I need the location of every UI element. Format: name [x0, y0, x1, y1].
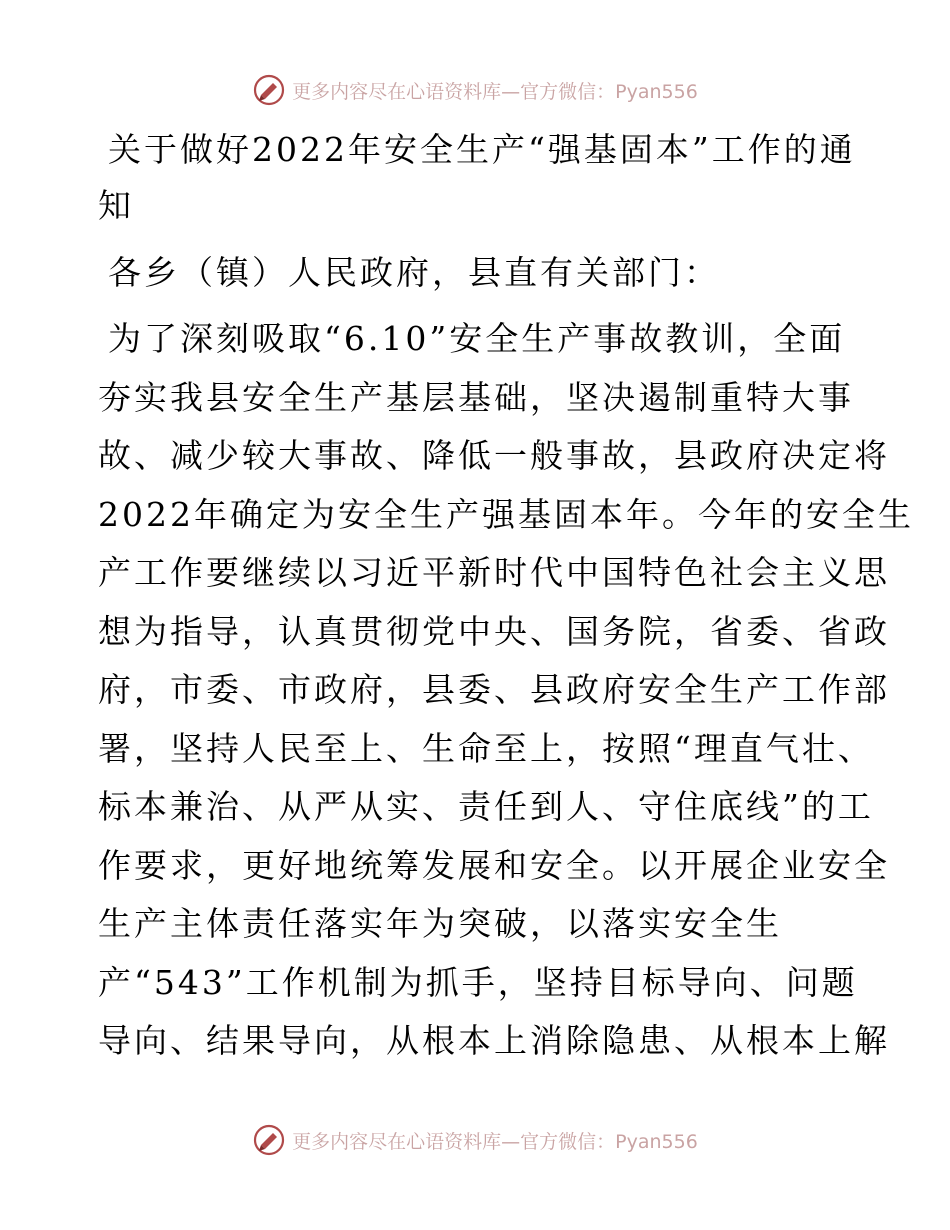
- pen-seal-icon: [252, 1123, 286, 1157]
- title-line: 知: [98, 186, 134, 225]
- watermark-banner-top: [0, 70, 950, 110]
- body-line: 为了深刻吸取“6.10”安全生产事故教训，全面: [108, 319, 846, 358]
- body-line: 导向、结果导向，从根本上消除隐患、从根本上解: [98, 1021, 890, 1060]
- body-line: 生产主体责任落实年为突破，以落实安全生: [98, 904, 782, 943]
- body-line: 作要求，更好地统筹发展和安全。以开展企业安全: [98, 845, 890, 885]
- body-line: 夯实我县安全生产基层基础，坚决遏制重特大事: [98, 377, 854, 417]
- body-line: 产工作要继续以习近平新时代中国特色社会主义思: [98, 553, 890, 592]
- body-line: 署，坚持人民至上、生命至上，按照“理直气壮、: [98, 728, 874, 768]
- watermark-banner-bottom: [0, 1120, 950, 1160]
- body-line: 标本兼治、从严从实、责任到人、守住底线”的工: [98, 787, 874, 826]
- body-line: 产“543”工作机制为抓手，坚持目标导向、问题: [98, 962, 858, 1002]
- salutation: 各乡（镇）人民政府，县直有关部门：: [108, 253, 720, 292]
- body-line: 2022年确定为安全生产强基固本年。今年的安全生: [98, 494, 914, 534]
- document-body: [98, 122, 914, 1071]
- body-line: 府，市委、市政府，县委、县政府安全生产工作部: [98, 670, 890, 709]
- title-line: 关于做好2022年安全生产“强基固本”工作的通: [108, 130, 856, 169]
- watermark-text: 更多内容尽在心语资料库—官方微信：Pyan556: [292, 1130, 698, 1153]
- body-line: 故、减少较大事故、降低一般事故，县政府决定将: [98, 436, 890, 475]
- body-paragraph: [98, 310, 914, 1071]
- pen-seal-icon: [252, 73, 286, 107]
- document-title: [98, 122, 858, 234]
- body-line: 想为指导，认真贯彻党中央、国务院，省委、省政: [98, 611, 890, 651]
- watermark-text: 更多内容尽在心语资料库—官方微信：Pyan556: [292, 80, 698, 103]
